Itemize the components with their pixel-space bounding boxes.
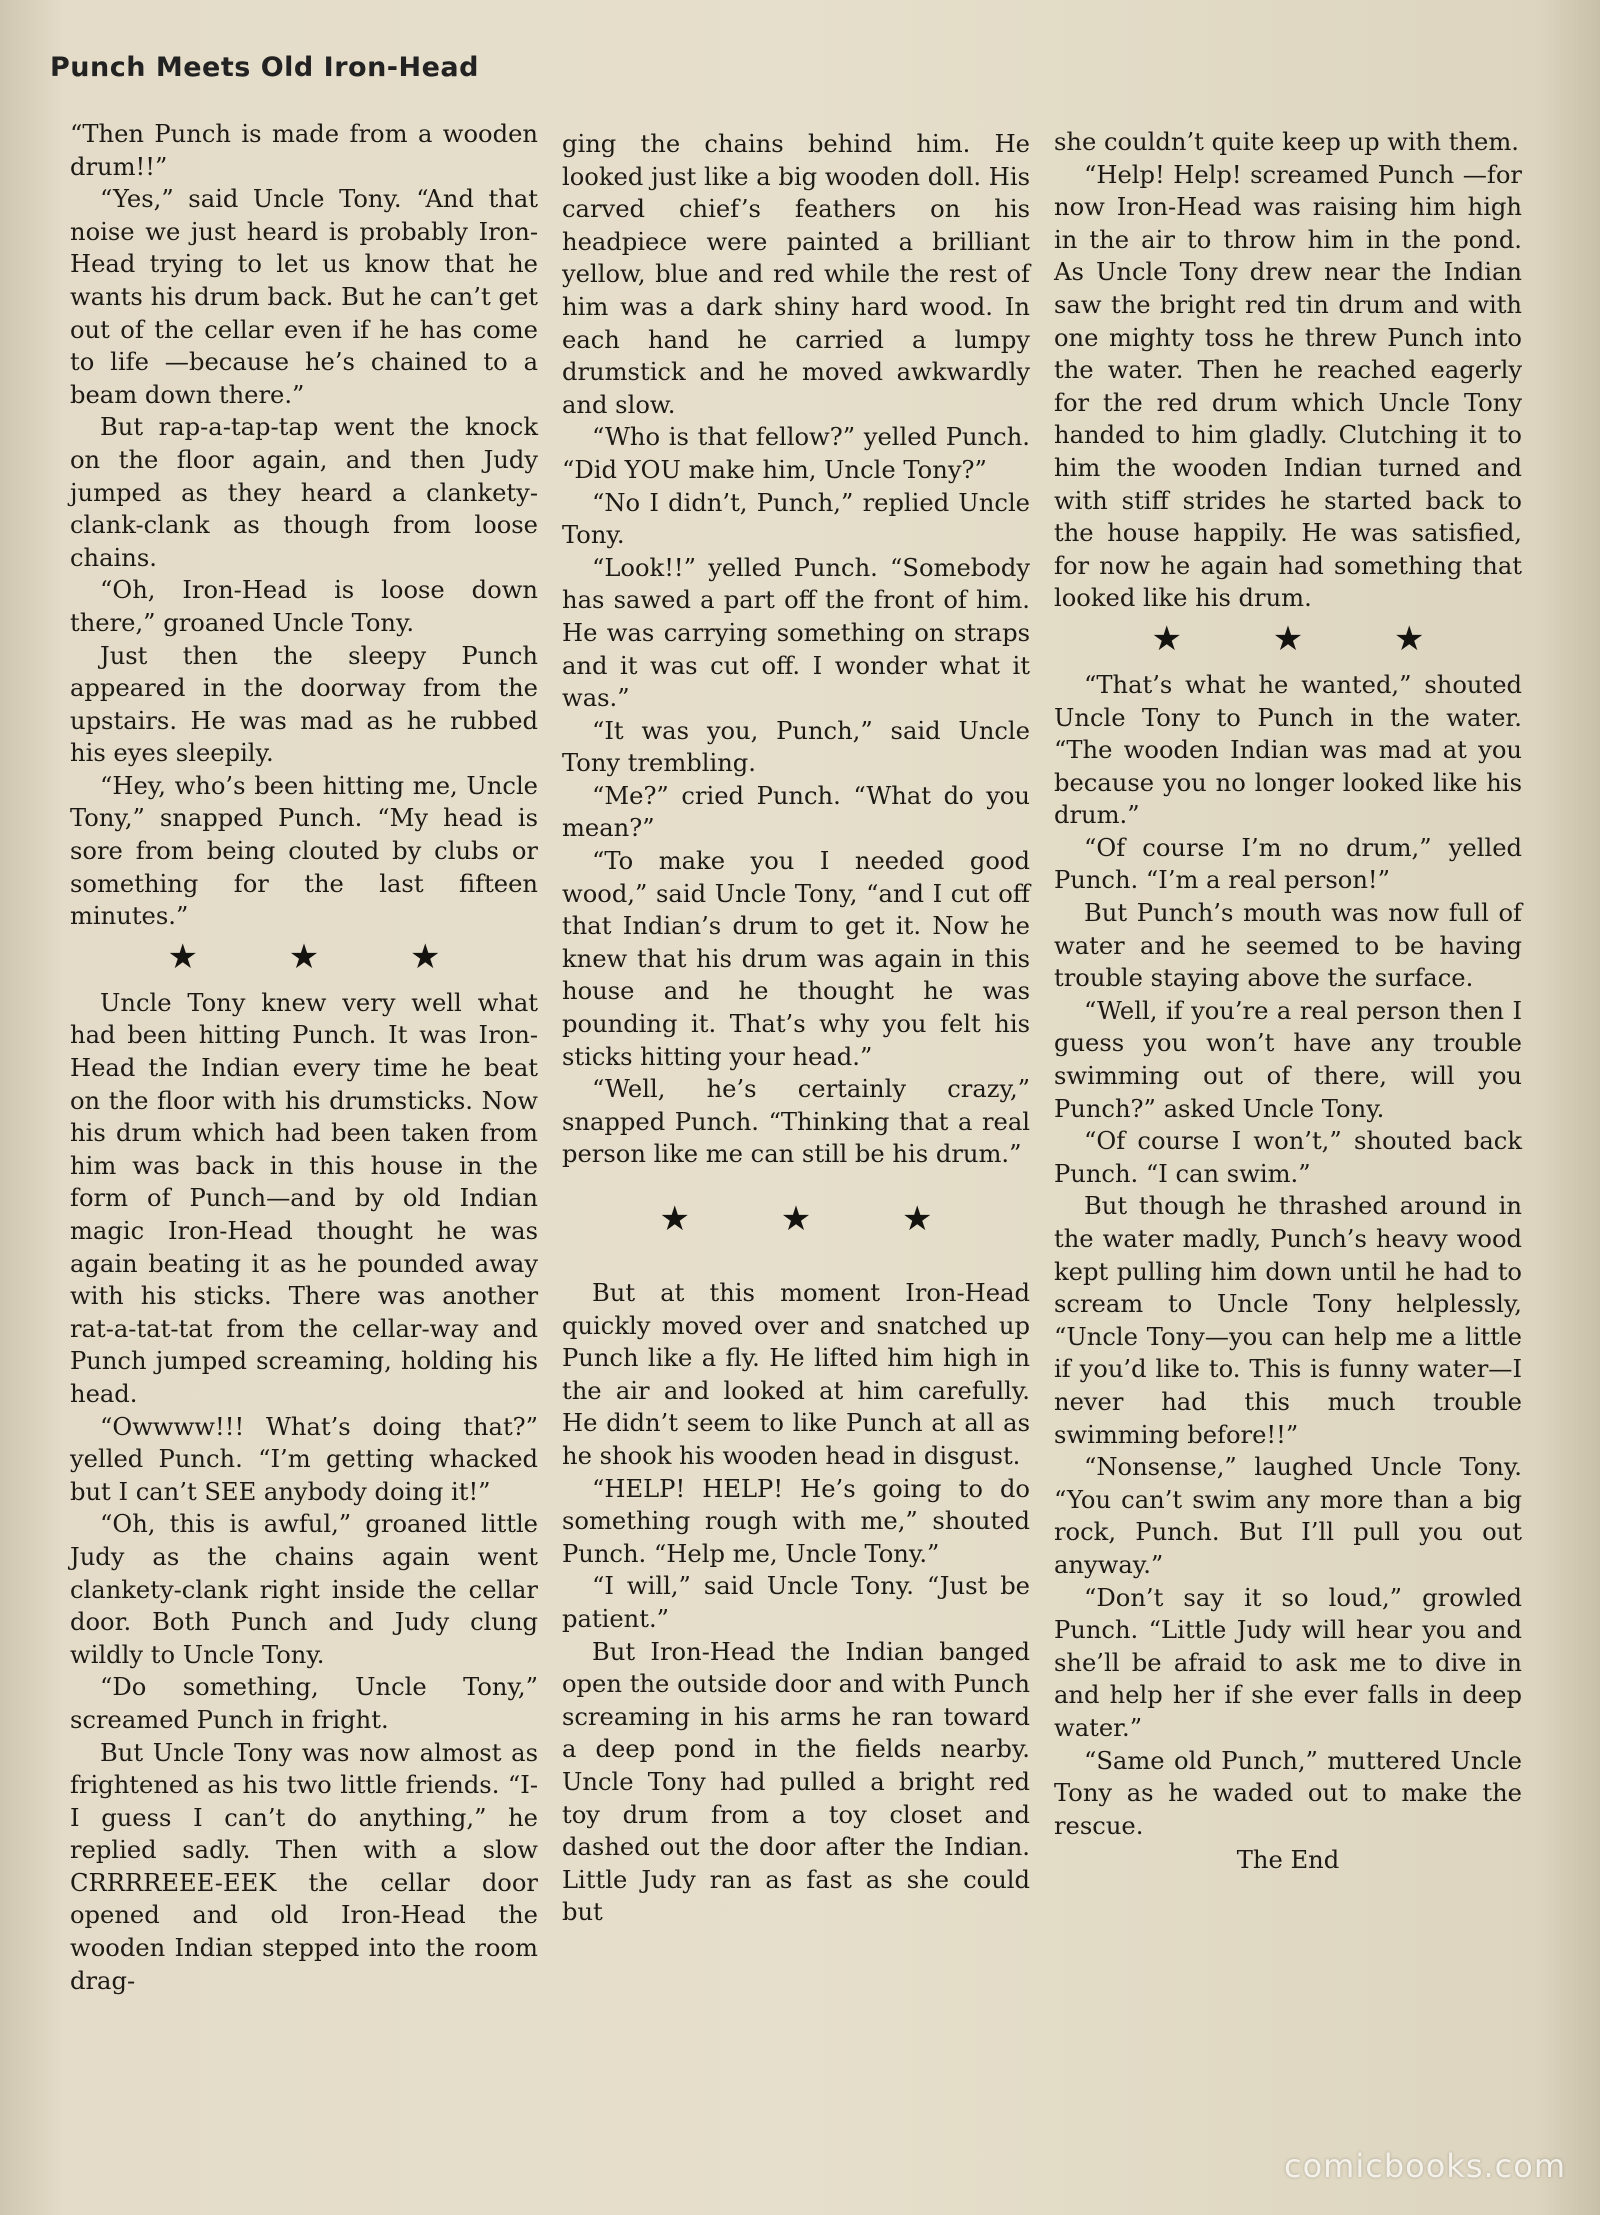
paragraph: “Who is that fellow?” yelled Punch. “Did YOU make him, Uncle Tony?” <box>562 423 1030 484</box>
paragraph: “Of course I won’t,” shouted back Punch. “I can swim.” <box>1054 1127 1522 1188</box>
paragraph: “Well, he’s certainly crazy,” snapped Punch. “Thinking that a real person like me can still be his drum.” <box>562 1075 1030 1169</box>
paragraph: But Punch’s mouth was now full of water and he seemed to be having trouble staying above the surface. <box>1054 899 1522 993</box>
section-break-stars: ★ ★ ★ <box>659 1199 973 1239</box>
paragraph: “Me?” cried Punch. “What do you mean?” <box>562 781 1030 843</box>
paragraph: “Well, if you’re a real person then I guess you won’t have any trouble swimming out of there, will you Punch?” asked Uncle Tony. <box>1054 996 1522 1123</box>
text-column-1 <box>70 118 538 1997</box>
section-break-stars: ★ ★ ★ <box>167 936 481 977</box>
paragraph: But rap-a-tap-tap went the knock on the floor again, and then Judy jumped as they heard a clankety-clank-clank as though from loose chains. <box>70 413 538 572</box>
paragraph: “Owwww!!! What’s doing that?” yelled Punch. “I’m getting whacked but I can’t SEE anybody doing it!” <box>70 1412 538 1506</box>
paragraph: “Yes,” said Uncle Tony. “And that noise we just heard is probably Iron-Head trying to let us know that he wants his drum back. But he can’t get out of the cellar even if he has come to life —because he’s chained to a beam down there.” <box>70 185 538 409</box>
paragraph: “Oh, Iron-Head is loose down there,” groaned Uncle Tony. <box>70 576 538 637</box>
paragraph: “Help! Help! screamed Punch —for now Iron-Head was raising him high in the air to throw him in the pond. As Uncle Tony drew near the Indian saw the bright red tin drum and with one mighty toss he threw Punch into the water. Then he reached eagerly for the red drum which Uncle Tony handed to him gladly. Clutching it to him the wooden Indian turned and with stiff strides he started back to the house happily. He was satisfied, for now he again had something that looked like his drum. <box>1054 160 1522 613</box>
paragraph: “Look!!” yelled Punch. “Somebody has sawed a part off the front of him. He was carrying something on straps and it was cut off. I wonder what it was.” <box>562 553 1030 713</box>
paragraph: “Don’t say it so loud,” growled Punch. “Little Judy will hear you and she’ll be afraid to ask me to dive in and help her if she ever falls in deep water.” <box>1054 1583 1522 1742</box>
page-title: Punch Meets Old Iron-Head <box>50 52 479 83</box>
paragraph: she couldn’t quite keep up with them. <box>1054 128 1519 156</box>
paragraph: “I will,” said Uncle Tony. “Just be patient.” <box>562 1572 1030 1633</box>
paragraph: “Do something, Uncle Tony,” screamed Punch in fright. <box>70 1673 538 1734</box>
story-end-label: The End <box>1236 1846 1340 1875</box>
paragraph: Just then the sleepy Punch appeared in the doorway from the upstairs. He was mad as he rubbed his eyes sleepily. <box>70 641 538 768</box>
paragraph: “That’s what he wanted,” shouted Uncle Tony to Punch in the water. “The wooden Indian was mad at you because you no longer looked like his drum.” <box>1054 670 1522 830</box>
paragraph: “To make you I needed good wood,” said Uncle Tony, “and I cut off that Indian’s drum to get it. Now he knew that his drum was again in this house and he thought he was pounding it. That’s why you felt his sticks hitting your head.” <box>562 847 1030 1071</box>
paragraph: “Same old Punch,” muttered Uncle Tony as he waded out to make the rescue. <box>1054 1746 1522 1840</box>
paragraph: “No I didn’t, Punch,” replied Uncle Tony. <box>562 488 1030 550</box>
paragraph: “Hey, who’s been hitting me, Uncle Tony,” snapped Punch. “My head is sore from being clouted by clubs or something for the last fifteen minutes.” <box>70 771 538 931</box>
column-1-part-1 <box>70 118 538 933</box>
column-2-part-2 <box>562 1277 1030 1929</box>
paragraph: Uncle Tony knew very well what had been hitting Punch. It was Iron-Head the Indian every time he beat on the floor with his drumsticks. Now his drum which had been taken from him was back in this house in the form of Punch—and by old Indian magic Iron-Head thought he was again beating it as he pounded away with his sticks. There was another rat-a-tat-tat from the cellar-way and Punch jumped screaming, holding his head. <box>70 988 538 1408</box>
column-1-part-2 <box>70 987 538 1997</box>
paragraph: ging the chains behind him. He looked just like a big wooden doll. His carved chief’s feathers on his headpiece were painted a brilliant yellow, blue and red while the rest of him was a dark shiny hard wood. In each hand he carried a lumpy drumstick and he moved awkwardly and slow. <box>562 130 1030 419</box>
column-3-part-1 <box>1054 126 1522 615</box>
column-3-part-2 <box>1054 669 1522 1842</box>
paragraph: But Uncle Tony was now almost as frightened as his two little friends. “I-I guess I can’t do anything,” he replied sadly. Then with a slow CRRRREEE-EEK the cellar door opened and old Iron-Head the wooden Indian stepped into the room drag- <box>70 1738 538 1995</box>
paragraph: “Nonsense,” laughed Uncle Tony. “You can’t swim any more than a big rock, Punch. But I’ll pull you out anyway.” <box>1054 1453 1522 1579</box>
column-2-part-1 <box>562 128 1030 1171</box>
paragraph: “Of course I’m no drum,” yelled Punch. “I’m a real person!” <box>1054 833 1522 895</box>
paragraph: “Oh, this is awful,” groaned little Judy as the chains again went clankety-clank right inside the cellar door. Both Punch and Judy clung wildly to Uncle Tony. <box>70 1510 538 1669</box>
section-break-stars: ★ ★ ★ <box>1151 618 1465 659</box>
text-column-3 <box>1054 126 1522 1877</box>
paragraph: But Iron-Head the Indian banged open the outside door and with Punch screaming in his arms he ran toward a deep pond in the fields nearby. Uncle Tony had pulled a bright red toy drum from a toy closet and dashed out the door after the Indian. Little Judy ran as fast as she could but <box>562 1637 1030 1927</box>
text-column-2 <box>562 128 1030 1929</box>
paragraph: “Then Punch is made from a wooden drum!!” <box>70 120 538 181</box>
paragraph: “HELP! HELP! He’s going to do something rough with me,” shouted Punch. “Help me, Uncle Tony.” <box>562 1474 1030 1568</box>
watermark: comicbooks.com <box>1283 2147 1566 2185</box>
paragraph: But though he thrashed around in the water madly, Punch’s heavy wood kept pulling him down until he had to scream to Uncle Tony helplessly, “Uncle Tony—you can help me a little if you’d like to. This is funny water—I never had this much trouble swimming before!!” <box>1054 1192 1522 1449</box>
paragraph: “It was you, Punch,” said Uncle Tony trembling. <box>562 716 1030 778</box>
paragraph: But at this moment Iron-Head quickly moved over and snatched up Punch like a fly. He lifted him high in the air and looked at him carefully. He didn’t seem to like Punch at all as he shook his wooden head in disgust. <box>562 1279 1030 1470</box>
